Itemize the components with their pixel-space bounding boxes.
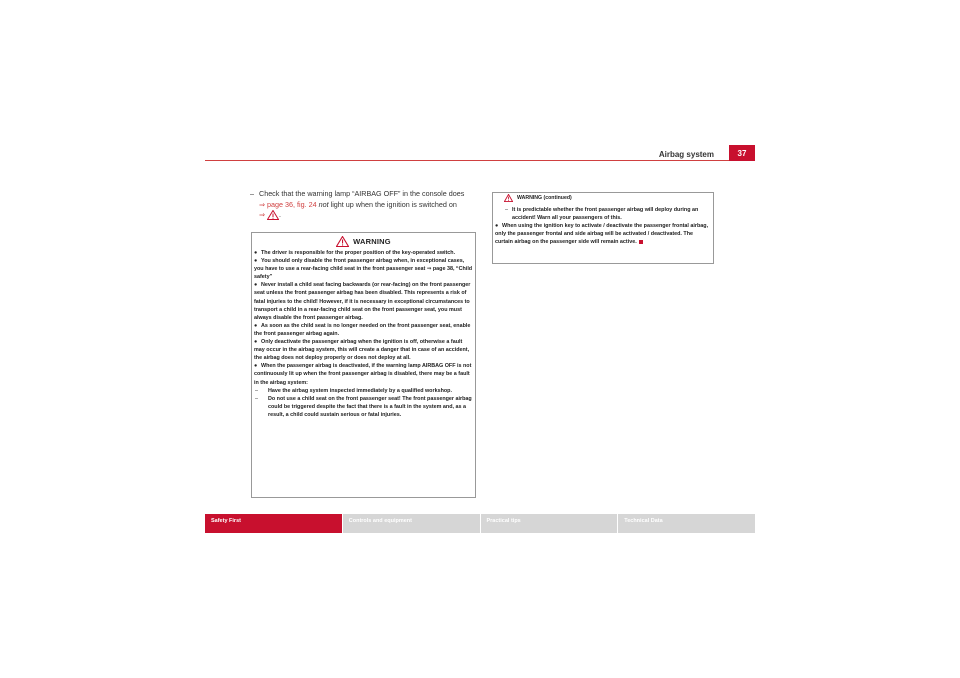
step-not: not: [318, 199, 329, 209]
bullet-icon: ●: [254, 282, 258, 289]
end-marker-icon: [639, 240, 643, 244]
warning-box-continued: [492, 192, 714, 264]
instruction-step: [250, 189, 475, 221]
tab-technical-data[interactable]: Technical Data: [618, 514, 755, 533]
warning-bullet: ● You should only disable the front passenger airbag when, in exceptional cases, you have to use a rear-facing child seat in the front passenger seat ⇒ page 38, “Child safety”: [254, 258, 473, 281]
warning-bullet: ● As soon as the child seat is no longer needed on the front passenger seat, enable the front passenger airbag again.: [254, 322, 471, 337]
step-arrow-2: ⇒: [259, 210, 266, 219]
step-dash: –: [250, 189, 254, 198]
warning-label: WARNING: [353, 237, 391, 246]
tab-controls-and-equipment[interactable]: Controls and equipment: [343, 514, 480, 533]
bullet-icon: ●: [254, 258, 258, 265]
warning-header-continued: [504, 194, 713, 202]
warning-bullet: ● When the passenger airbag is deactivated, if the warning lamp AIRBAG OFF is not continuously lit up when the front passenger airbag is disabled, there may be a fault in the airbag system:: [254, 363, 472, 386]
warning-bullet: ● The driver is responsible for the proper position of the key-operated switch.: [254, 250, 456, 256]
bullet-icon: ●: [254, 322, 258, 329]
step-text-after: light up when the ignition is switched on: [328, 199, 457, 209]
bullet-icon: ●: [254, 250, 258, 256]
tab-safety-first[interactable]: Safety First: [205, 514, 342, 533]
warning-triangle-icon: [336, 236, 349, 247]
page-number: 37: [729, 145, 755, 161]
step-end: .: [279, 210, 282, 219]
warning-header: [252, 236, 475, 247]
footer-navigation: [205, 514, 755, 533]
warning-box: [251, 232, 476, 498]
warning-triangle-icon: [504, 194, 513, 202]
bullet-icon: ●: [495, 223, 499, 230]
warning-subitem: – Do not use a child seat on the front passenger seat! The front passenger airbag could be triggered despite the fact that there is a fault in the system and, as a result, a child could sustain serious or fatal injuries.: [255, 395, 472, 418]
step-arrow: ⇒: [259, 199, 266, 209]
warning-continued-label: WARNING (continued): [517, 195, 572, 201]
header-rule: [205, 160, 755, 161]
warning-triangle-icon[interactable]: [267, 210, 282, 220]
warning-subitem: – Have the airbag system inspected immediately by a qualified workshop.: [255, 387, 452, 394]
step-text-before: Check that the warning lamp “AIRBAG OFF” in the console does: [259, 189, 465, 198]
warning-subitem: – It is predictable whether the front passenger airbag will deploy during an accident! Warn all your passengers of this.: [505, 207, 699, 222]
bullet-icon: ●: [254, 339, 258, 346]
warning-bullet: ● Never install a child seat facing backwards (or rear-facing) on the front passenger seat unless the front passenger airbag has been disabled. This represents a risk of fatal injuries to the child! However, if it is necessary in exceptional circumstances to transport a child in a rear-facing child seat on the front passenger seat, you must always disable the front passenger airbag.: [254, 282, 471, 321]
bullet-icon: ●: [254, 363, 258, 370]
tab-practical-tips[interactable]: Practical tips: [481, 514, 618, 533]
page-header-title: Airbag system: [658, 150, 714, 159]
page-reference-link[interactable]: page 36, fig. 24: [267, 199, 317, 209]
warning-bullet: ● When using the ignition key to activate / deactivate the passenger frontal airbag, only the passenger frontal and side airbag will be activated / deactivated. The curtain airbag on the passenger side will remain active.: [495, 223, 709, 246]
warning-bullet: ● Only deactivate the passenger airbag when the ignition is off, otherwise a fault may occur in the airbag system, this will create a danger that in case of an accident, the airbag does not deploy properly or does not deploy at all.: [254, 339, 470, 362]
